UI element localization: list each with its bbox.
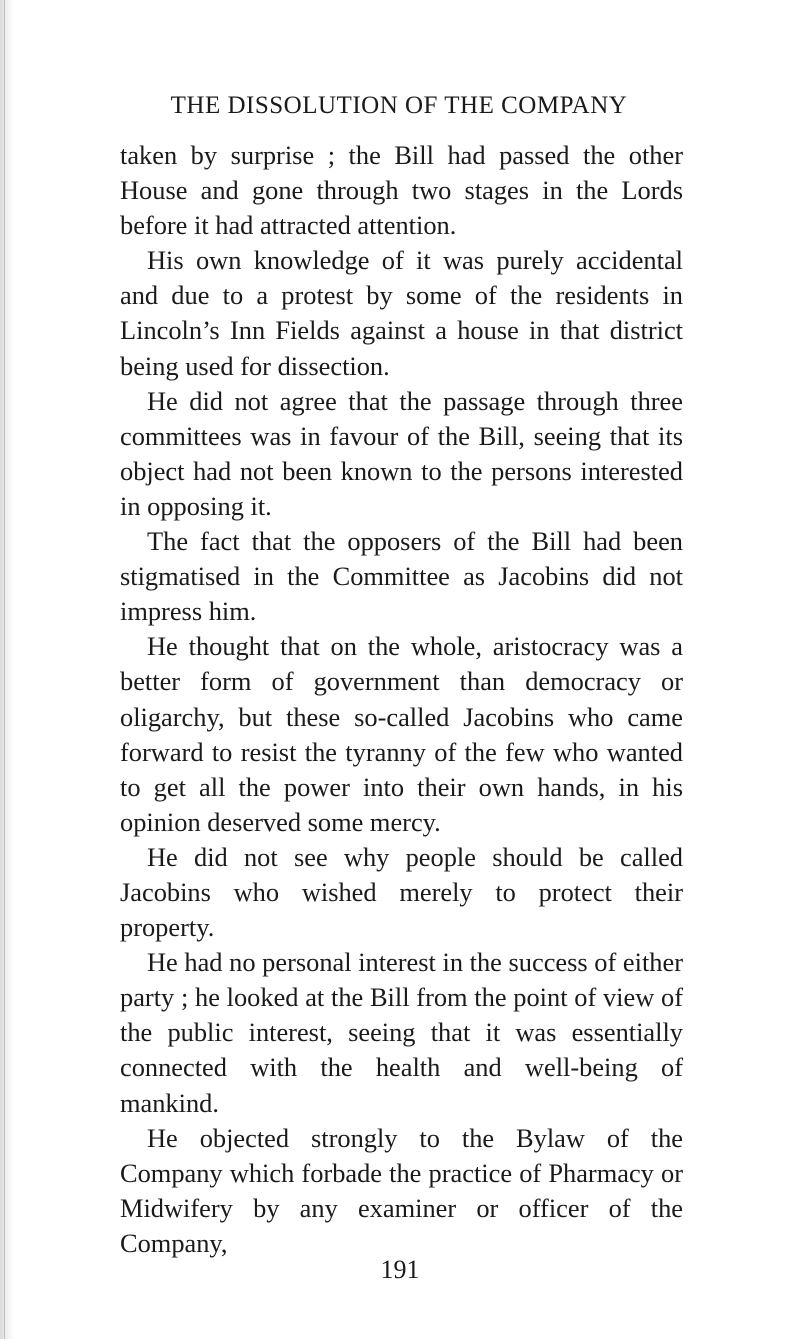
body-text bbox=[120, 138, 683, 1261]
paragraph-4: The fact that the opposers of the Bill had been stigmatised in the Committee as Jacobins did not impress him. bbox=[120, 526, 683, 627]
page-binding-line bbox=[4, 0, 5, 1339]
paragraph-8: He objected strongly to the Bylaw of the Company which forbade the practice of Pharmacy or Midwifery by any examiner or officer of the Company, bbox=[120, 1122, 683, 1258]
paragraph-5: He thought that on the whole, aristocracy was a better form of government than democracy or oligarchy, but these so-called Jacobins who came forward to resist the tyranny of the few who wanted to get all the power into their own hands, in his opinion deserved some mercy. bbox=[120, 631, 683, 837]
paragraph-3: He did not agree that the passage through three committees was in favour of the Bill, seeing that its object had not been known to the persons interested in opposing it. bbox=[120, 385, 683, 521]
paragraph-7: He had no personal interest in the success of either party ; he looked at the Bill from the point of view of the public interest, seeing that it was essentially connected with the health and well-being of mankind. bbox=[120, 947, 683, 1118]
paragraph-2: His own knowledge of it was purely accidental and due to a protest by some of the residents in Lincoln’s Inn Fields against a house in that district being used for dissection. bbox=[120, 245, 683, 381]
page-binding-edge bbox=[0, 0, 14, 1339]
paragraph-6: He did not see why people should be called Jacobins who wished merely to protect their property. bbox=[120, 841, 683, 943]
page-number: 191 bbox=[380, 1255, 420, 1284]
paragraph-1: taken by surprise ; the Bill had passed the other House and gone through two stages in the Lords before it had attracted attention. bbox=[120, 140, 683, 241]
running-header: THE DISSOLUTION OF THE COMPANY bbox=[170, 92, 628, 119]
